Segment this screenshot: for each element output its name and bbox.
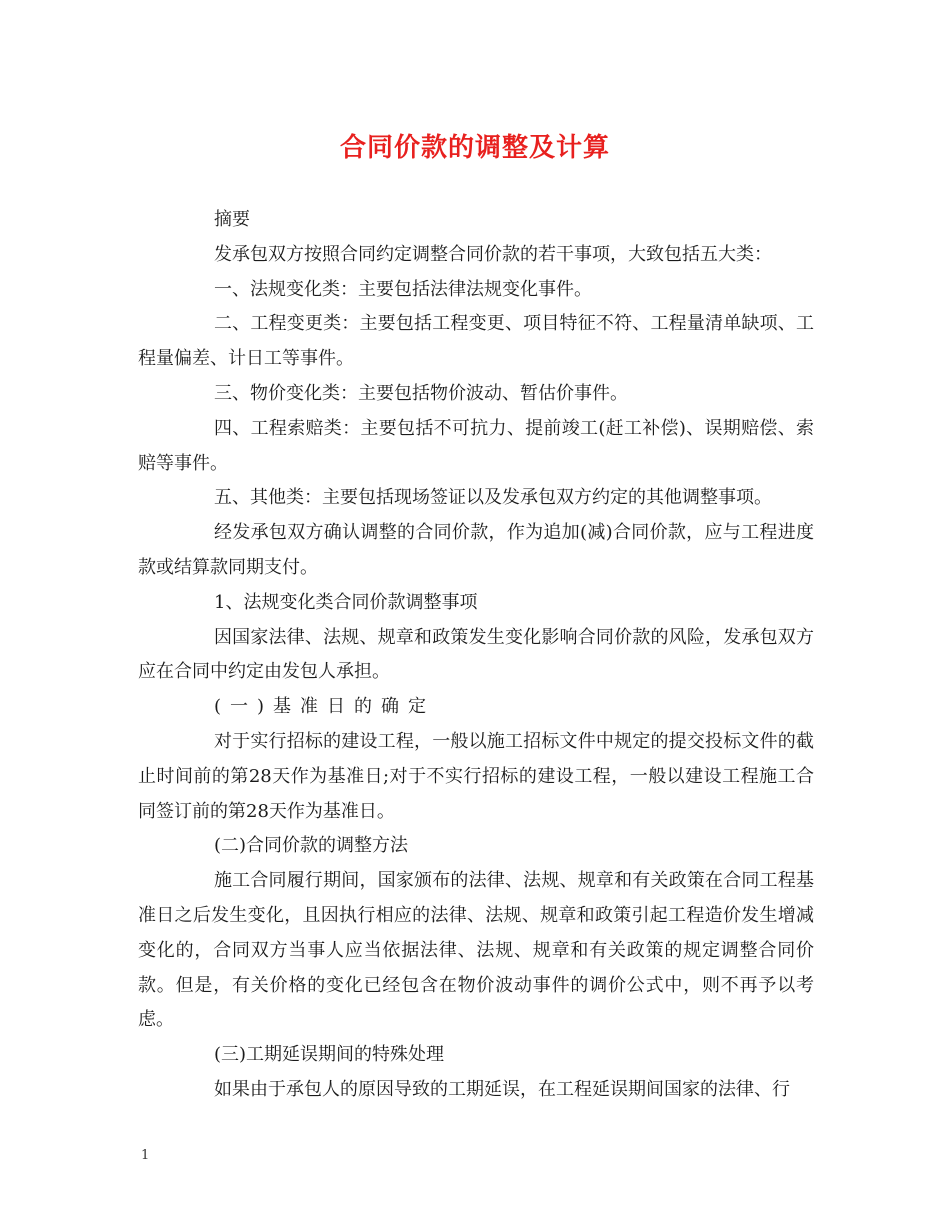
paragraph: 因国家法律、法规、规章和政策发生变化影响合同价款的风险，发承包双方应在合同中约定由发包人承担。 (138, 626, 814, 683)
subsection-heading: (一)基准日的确定 (214, 696, 436, 718)
paragraph: 二、工程变更类：主要包括工程变更、项目特征不符、工程量清单缺项、工程量偏差、计日工等事件。 (138, 313, 814, 370)
paragraph: 如果由于承包人的原因导致的工期延误，在工程延误期间国家的法律、行 (214, 1078, 790, 1100)
document-body (138, 203, 814, 1108)
paragraph: 施工合同履行期间，国家颁布的法律、法规、规章和有关政策在合同工程基准日之后发生变化，且因执行相应的法律、法规、规章和政策引起工程造价发生增减变化的，合同双方当事人应当依据法律、法规、规章和有关政策的规定调整合同价款。但是，有关价格的变化已经包含在物价波动事件的调价公式中，则不再予以考虑。 (138, 870, 814, 1031)
paragraph-abstract-heading: 摘要 (214, 209, 250, 230)
paragraph: 一、法规变化类：主要包括法律法规变化事件。 (214, 278, 592, 300)
document-title: 合同价款的调整及计算 (339, 133, 610, 163)
subsection-heading: (二)合同价款的调整方法 (214, 835, 409, 857)
paragraph: 四、工程索赔类：主要包括不可抗力、提前竣工(赶工补偿)、误期赔偿、索赔等事件。 (138, 417, 814, 474)
paragraph: 发承包双方按照合同约定调整合同价款的若干事项，大致包括五大类： (214, 243, 772, 265)
paragraph: 经发承包双方确认调整的合同价款，作为追加(减)合同价款，应与工程进度款或结算款同期支付。 (138, 522, 814, 578)
paragraph: 五、其他类：主要包括现场签证以及发承包双方约定的其他调整事项。 (214, 487, 772, 509)
paragraph: 三、物价变化类：主要包括物价波动、暂估价事件。 (214, 382, 628, 404)
paragraph: 对于实行招标的建设工程，一般以施工招标文件中规定的提交投标文件的截止时间前的第28天作为基准日;对于不实行招标的建设工程，一般以建设工程施工合同签订前的第28天作为基准日。 (138, 730, 814, 822)
section-heading: 1、法规变化类合同价款调整事项 (214, 591, 478, 613)
page-number: 1 (141, 1148, 150, 1163)
subsection-heading: (三)工期延误期间的特殊处理 (214, 1044, 445, 1066)
